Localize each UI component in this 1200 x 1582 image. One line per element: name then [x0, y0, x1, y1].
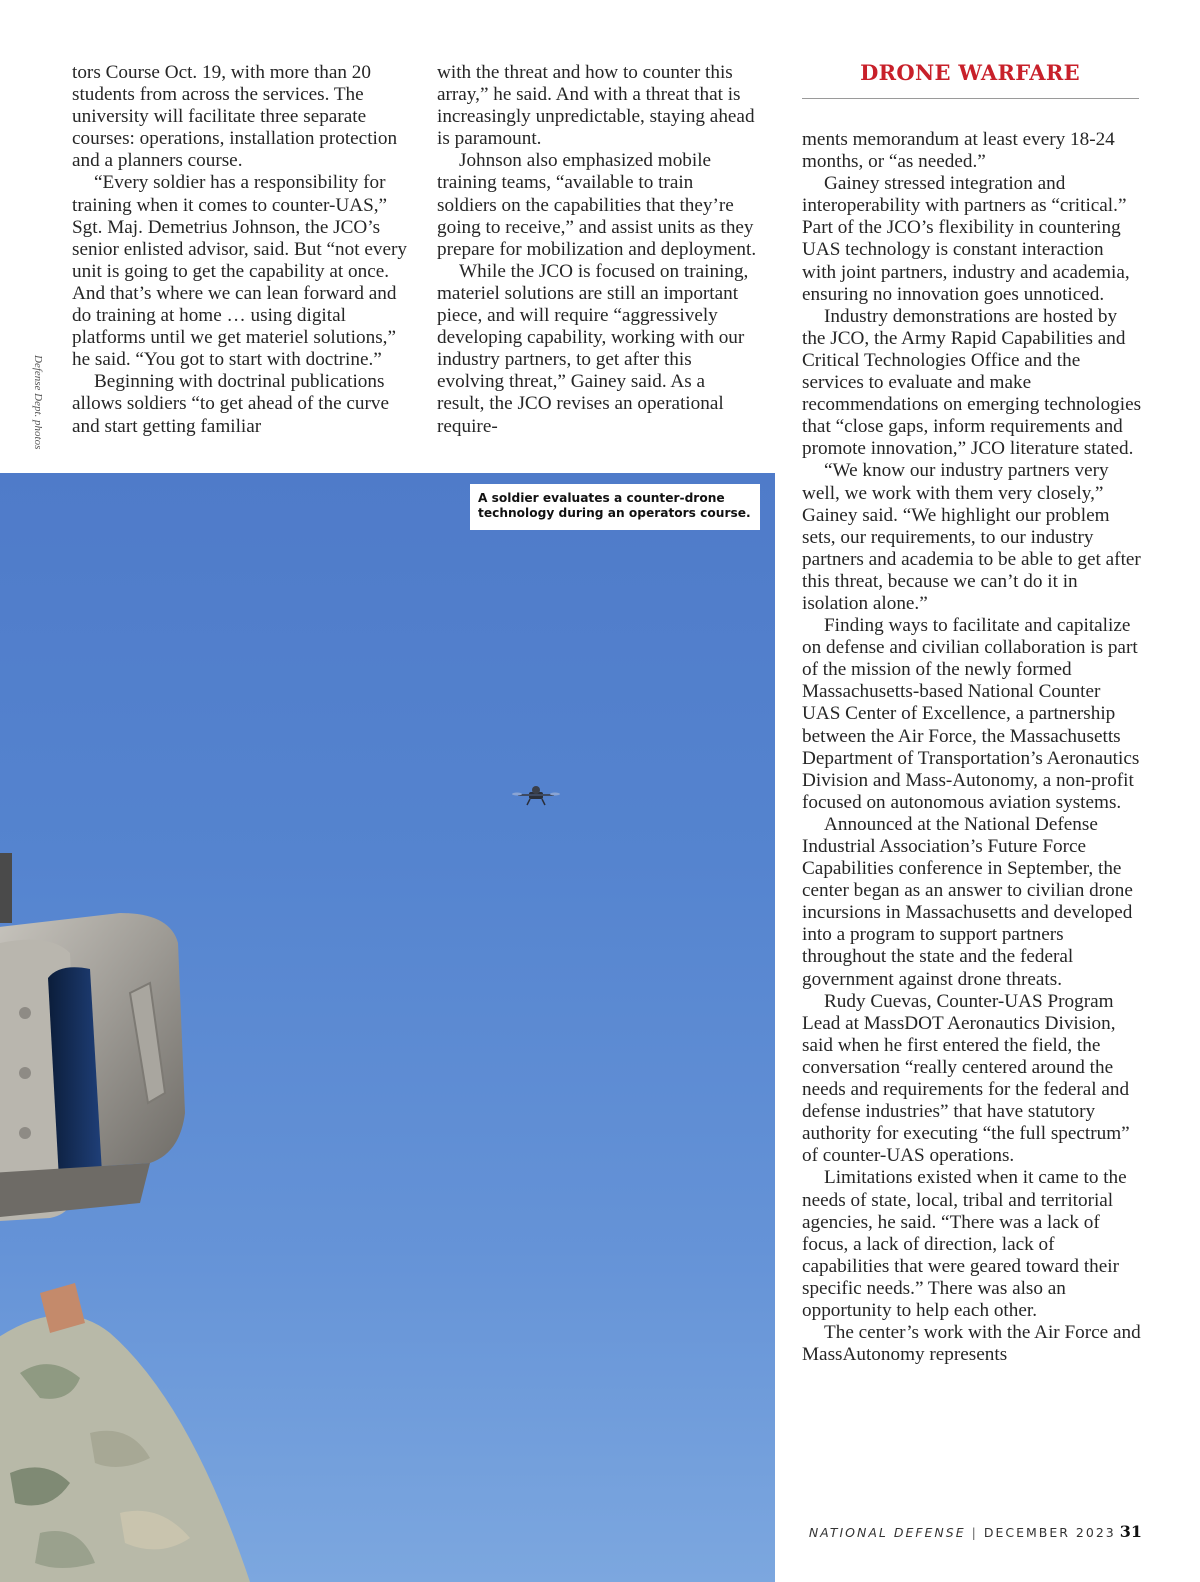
section-heading: DRONE WARFARE [860, 60, 1080, 85]
drone-icon [512, 786, 560, 805]
footer-separator: | [971, 1525, 978, 1540]
camouflage-sleeve [0, 1283, 250, 1582]
photo-caption: A soldier evaluates a counter-drone technology during an operators course. [470, 484, 760, 530]
paragraph: ments memorandum at least every 18-24 months, or “as needed.” [802, 129, 1115, 173]
page-number: 31 [1119, 1522, 1142, 1541]
article-column-2 [437, 62, 757, 438]
paragraph: Beginning with doctrinal publications allows soldiers “to get ahead of the curve and start getting familiar [72, 371, 390, 437]
article-column-1 [72, 62, 407, 438]
paragraph: Johnson also emphasized mobile training teams, “available to train soldiers on the capabilities that they’re going to receive,” and assist units as they prepare for mobilization and deployment. [437, 150, 757, 260]
section-divider [802, 98, 1139, 99]
publication-name: NATIONAL DEFENSE [808, 1525, 966, 1540]
paragraph: Industry demonstrations are hosted by the JCO, the Army Rapid Capabilities and Critical Technologies Office and the services to evaluate and make recommendations on emerging technologies that “close gaps, inform requirements and promote innovation,” JCO literature stated. [802, 305, 1142, 460]
paragraph: The center’s work with the Air Force and MassAutonomy represents [802, 1322, 1141, 1366]
paragraph: tors Course Oct. 19, with more than 20 students from across the services. The university will facilitate three separate courses: operations, installation protection and a planners course. [72, 62, 398, 172]
issue-date: DECEMBER 2023 [983, 1525, 1116, 1540]
photo-credit: Defense Dept. photos [32, 355, 44, 450]
paragraph: Rudy Cuevas, Counter-UAS Program Lead at MassDOT Aeronautics Division, said when he first entered the field, the conversation “really centered around the needs and requirements for the federal and defense industries” that have statutory authority for executing “the full spectrum” of counter-UAS operations. [802, 990, 1130, 1167]
article-column-3 [802, 129, 1142, 1366]
paragraph: Announced at the National Defense Industrial Association’s Future Force Capabilities conference in September, the center began as an answer to civilian drone incursions in Massachusetts and developed into a program to support partners throughout the state and the federal government against drone threats. [802, 813, 1133, 990]
page-footer [809, 1522, 1142, 1541]
paragraph: Limitations existed when it came to the needs of state, local, tribal and territorial agencies, he said. “There was a lack of focus, a lack of direction, lack of capabilities that were geared toward their specific needs.” There was also an opportunity to help each other. [802, 1167, 1127, 1321]
paragraph: While the JCO is focused on training, materiel solutions are still an important piece, and will require “aggressively developing capability, working with our industry partners, to get after this evolving threat,” Gainey said. As a result, the JCO revises an operational require- [437, 260, 749, 437]
paragraph: with the threat and how to counter this array,” he said. And with a threat that is increasingly unpredictable, staying ahead is paramount. [437, 62, 755, 150]
paragraph: “We know our industry partners very well, we work with them very closely,” Gainey said. “We highlight our problem sets, our requirements, to our industry partners and academia to be able to get after this threat, because we can’t do it in isolation alone.” [802, 460, 1141, 614]
paragraph: Finding ways to facilitate and capitalize on defense and civilian collaboration is part of the mission of the newly formed Massachusetts-based National Counter UAS Center of Excellence, a partnership between the Air Force, the Massachusetts Department of Transportation’s Aeronautics Division and Mass-Autonomy, a non-profit focused on autonomous aviation systems. [802, 615, 1140, 813]
counter-drone-device [0, 853, 185, 1221]
article-photo [0, 473, 775, 1582]
paragraph: Gainey stressed integration and interoperability with partners as “critical.” Part of the JCO’s flexibility in countering UAS technology is constant interaction with joint partners, industry and academia, ensuring no innovation goes unnoticed. [802, 173, 1130, 305]
photo-illustration [0, 473, 775, 1582]
paragraph: “Every soldier has a responsibility for training when it comes to counter-UAS,” Sgt. Maj. Demetrius Johnson, the JCO’s senior enlisted advisor, said. But “not every unit is going to get the capability at once. And that’s where we can lean forward and do training at home … using digital platforms until we get materiel solutions,” he said. “You got to start with doctrine.” [72, 172, 407, 371]
